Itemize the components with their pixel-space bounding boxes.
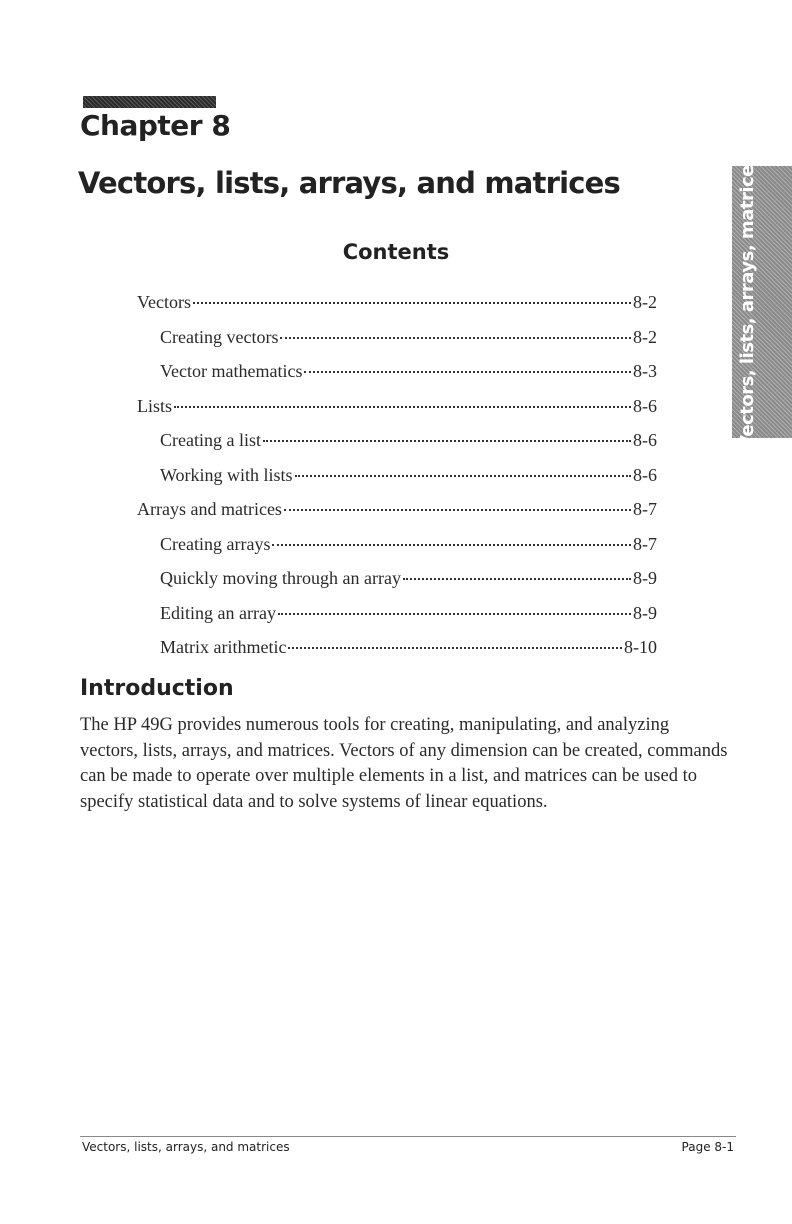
toc-entry-page: 8-7	[633, 499, 657, 519]
introduction-body: The HP 49G provides numerous tools for creating, manipulating, and analyzing vectors, lists, arrays, and matrices. Vectors of any dimension can be created, commands can be made to operate over multiple elements in a list, and matrices can be used to specify statistical data and to solve systems of linear equations.	[80, 715, 728, 812]
toc-leader-dots	[284, 509, 631, 511]
toc-entry[interactable]	[137, 292, 657, 327]
toc-entry[interactable]	[137, 534, 657, 569]
toc-entry-page: 8-6	[633, 430, 657, 450]
toc-entry-page: 8-6	[633, 395, 657, 416]
toc-entry-page: 8-3	[633, 361, 657, 381]
toc-leader-dots	[304, 371, 631, 373]
toc-entry-label: Vectors	[137, 292, 191, 312]
toc-entry-label: Arrays and matrices	[137, 499, 282, 519]
toc-entry-label: Working with lists	[160, 464, 293, 485]
toc-entry[interactable]	[137, 327, 657, 362]
toc-entry-page: 8-9	[633, 568, 657, 588]
toc-entry-label: Matrix arithmetic	[160, 637, 287, 657]
toc-entry[interactable]	[137, 637, 657, 672]
toc-leader-dots	[403, 578, 631, 580]
side-tab-text: Vectors, lists, arrays, matrices	[736, 154, 758, 450]
toc-entry-page: 8-2	[633, 326, 657, 347]
toc-entry-page: 8-9	[633, 602, 657, 623]
introduction-heading: Introduction	[80, 676, 234, 701]
chapter-title: Vectors, lists, arrays, and matrices	[78, 166, 620, 200]
toc-entry-page: 8-6	[633, 464, 657, 485]
toc-entry[interactable]	[137, 430, 657, 465]
toc-entry-page: 8-7	[633, 533, 657, 554]
side-tab	[732, 154, 792, 450]
toc-entry-page: 8-2	[633, 292, 657, 312]
toc-entry[interactable]	[137, 603, 657, 638]
toc-entry-label: Lists	[137, 395, 173, 416]
chapter-label: Chapter 8	[80, 109, 231, 142]
footer-page-number: Page 8-1	[681, 1140, 734, 1154]
toc-entry-label: Creating vectors	[160, 326, 279, 347]
toc-entry-page: 8-10	[624, 637, 657, 657]
toc-leader-dots	[278, 613, 631, 615]
toc-leader-dots	[272, 544, 631, 546]
footer-rule	[80, 1136, 736, 1137]
toc-entry-label: Quickly moving through an array	[160, 568, 401, 588]
toc-leader-dots	[280, 337, 631, 339]
toc-entry[interactable]	[137, 361, 657, 396]
footer-chapter-title: Vectors, lists, arrays, and matrices	[82, 1140, 290, 1154]
toc-entry-label: Vector mathematics	[160, 361, 303, 381]
toc-entry[interactable]	[137, 568, 657, 603]
table-of-contents	[137, 292, 657, 672]
toc-leader-dots	[193, 302, 631, 304]
chapter-bar	[83, 96, 216, 108]
toc-leader-dots	[174, 406, 631, 408]
toc-leader-dots	[295, 475, 631, 477]
contents-heading: Contents	[342, 240, 450, 264]
toc-entry-label: Editing an array	[160, 602, 276, 623]
toc-leader-dots	[288, 647, 622, 649]
toc-entry[interactable]	[137, 396, 657, 431]
toc-leader-dots	[263, 440, 631, 442]
toc-entry[interactable]	[137, 465, 657, 500]
toc-entry-label: Creating a list	[160, 430, 261, 450]
toc-entry[interactable]	[137, 499, 657, 534]
toc-entry-label: Creating arrays	[160, 533, 271, 554]
